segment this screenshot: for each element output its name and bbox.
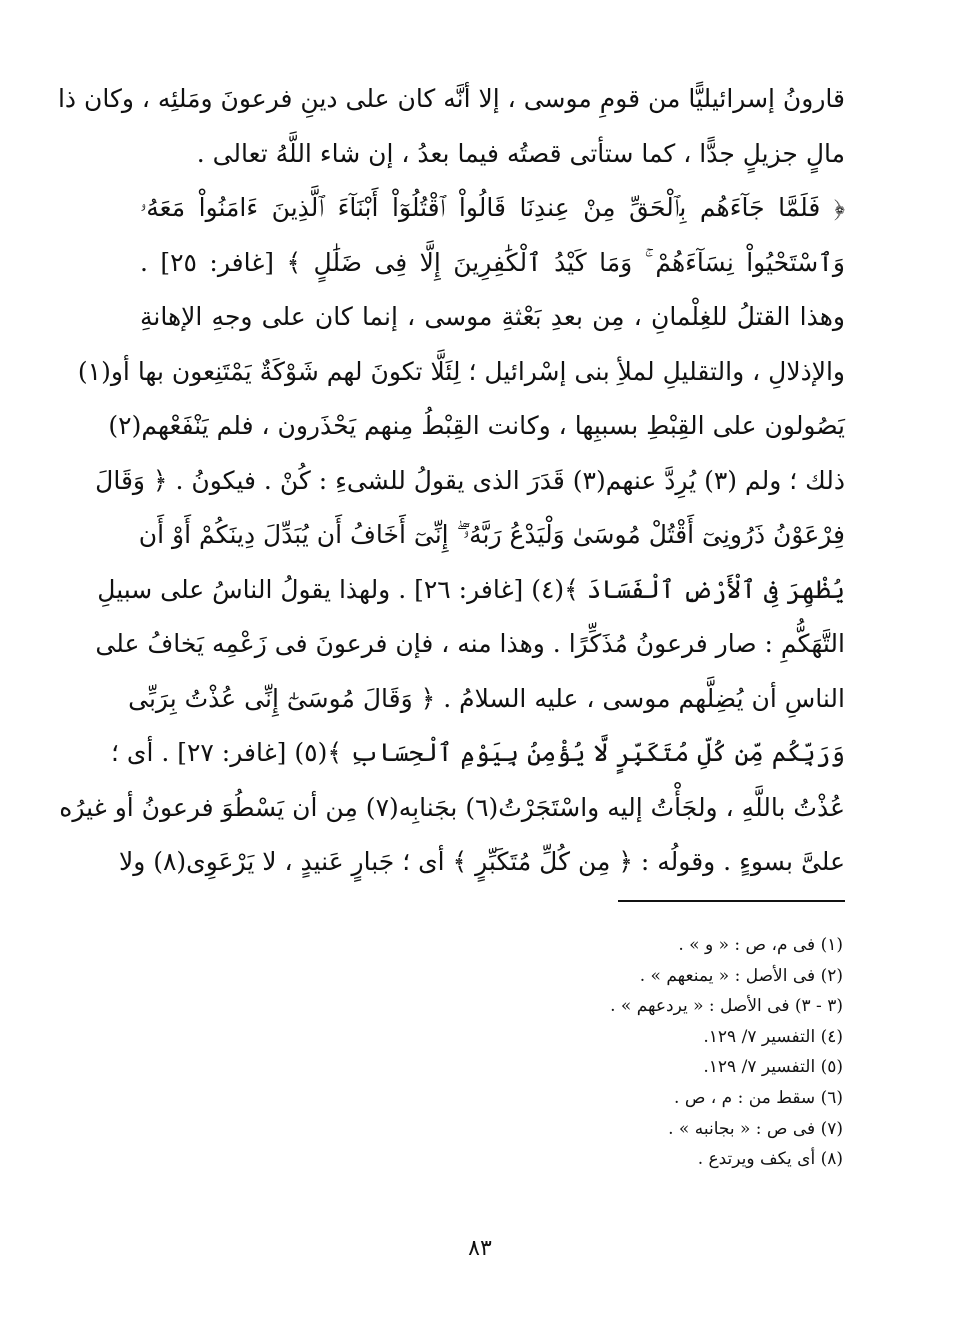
- footnote-7: (٧) فى ص : « بجانبه » .: [668, 1118, 843, 1139]
- footnote-4: (٤) التفسير ٧/ ١٢٩.: [703, 1026, 843, 1047]
- footnotes: [343, 930, 843, 1175]
- text-line-12: الناسِ أن يُضِلَّهم موسى ، عليه السلامُ . ﴿ وَقَالَ مُوسَىٰٓ إِنِّى عُذْتُ بِرَبِّى: [128, 683, 845, 713]
- main-text: [57, 72, 845, 890]
- text-line-10: يُظْهِرَ فِى ٱلْأَرْضِ ٱلْفَسَادَ ﴾(٤) [غافر: ٢٦] . ولهذا يقولُ الناسُ على سبيلِ: [97, 574, 845, 604]
- text-line-1: قارونُ إسرائيليًّا من قومِ موسى ، إلا أنَّه كان على دينِ فرعونَ ومَلئِه ، وكان ذا: [57, 84, 845, 113]
- page-number: ٨٣: [468, 1236, 492, 1261]
- text-line-5: وهذا القتلُ للغِلْمانِ ، مِن بعدِ بَعْثةِ موسى ، إنما كان على وجهِ الإهانةِ: [140, 302, 845, 331]
- text-line-4: وَٱسْتَحْيُواْ نِسَآءَهُمْ ۚ وَمَا كَيْدُ ٱلْكَٰفِرِينَ إِلَّا فِى ضَلَٰلٍ ﴾ [غافر: ٢٥] .: [140, 247, 845, 277]
- text-line-3: ﴿ فَلَمَّا جَآءَهُم بِٱلْحَقِّ مِنْ عِندِنَا قَالُواْ ٱقْتُلُوٓاْ أَبْنَآءَ ٱلَّذِينَ ءَامَنُواْ مَعَهُۥ: [140, 193, 845, 222]
- text-line-15: علىَّ بسوءٍ . وقولُه : ﴿ مِن كُلِّ مُتَكَبِّرٍ ﴾ أى ؛ جَبارٍ عَنيدٍ ، لا يَرْعَوِى(٨) ولا: [118, 847, 845, 876]
- footnote-8: (٨) أى يكف ويرتدع .: [697, 1149, 843, 1170]
- text-line-14: عُذْتُ باللَّهِ ، ولجَأْتُ إليه واسْتَجَرْتُ(٦) بجَنابِه(٧) مِن أن يَسْطُوَ فرعونُ أو غيرُه: [59, 792, 845, 822]
- text-line-6: والإذلالِ ، والتقليلِ لملأِ بنى إسْرائيل ؛ لِئَلَّا تكونَ لهم شَوْكَةٌ يَمْتَنِعون بها أو(١): [77, 356, 845, 386]
- footnote-1: (١) فى م، ص : « و » .: [678, 935, 843, 955]
- footnote-divider: [618, 900, 845, 902]
- text-line-13: وَرَبِّكُم مِّن كُلِّ مُتَكَبِّرٍ لَّا يُؤْمِنُ بِيَوْمِ ٱلْحِسَابِ ﴾(٥) [غافر: ٢٧] . أى ؛: [110, 738, 845, 767]
- footnote-5: (٥) التفسير ٧/ ١٢٩.: [703, 1057, 843, 1078]
- text-line-9: فِرْعَوْنُ ذَرُونِىٓ أَقْتُلْ مُوسَىٰ وَلْيَدْعُ رَبَّهُۥٓ ۖ إِنِّىٓ أَخَافُ أَن يُبَدِّلَ دِينَكُمْ أَوْ أَن: [138, 520, 845, 549]
- text-line-7: يَصُولون على القِبْطِ بسببِها ، وكانت القِبْطُ مِنهم يَحْذَرون ، فلم يَنْفَعْهم(٢): [108, 411, 845, 440]
- footnote-2: (٢) فى الأصل : « يمنعهم » .: [639, 965, 843, 986]
- text-line-8: ذلك ؛ ولم (٣) يُرِدَّ عنهم(٣) قَدَرَ الذى يقولُ للشىءِ : كُنْ . فيكونُ . ﴿ وَقَالَ: [95, 465, 845, 495]
- footnote-6: (٦) سقط من : م ، ص .: [674, 1087, 843, 1108]
- text-line-2: مالٍ جزيلٍ جدًّا ، كما ستأتى قصتُه فيما بعدُ ، إن شاء اللَّهُ تعالى .: [196, 138, 845, 168]
- text-line-11: التَّهَكُّمِ : صار فرعونُ مُذَكِّرًا . وهذا منه ، فإن فرعونَ فى زَعْمِه يَخافُ على: [95, 629, 845, 658]
- footnote-3: (٣ - ٣) فى الأصل : « يردعهم » .: [610, 996, 843, 1017]
